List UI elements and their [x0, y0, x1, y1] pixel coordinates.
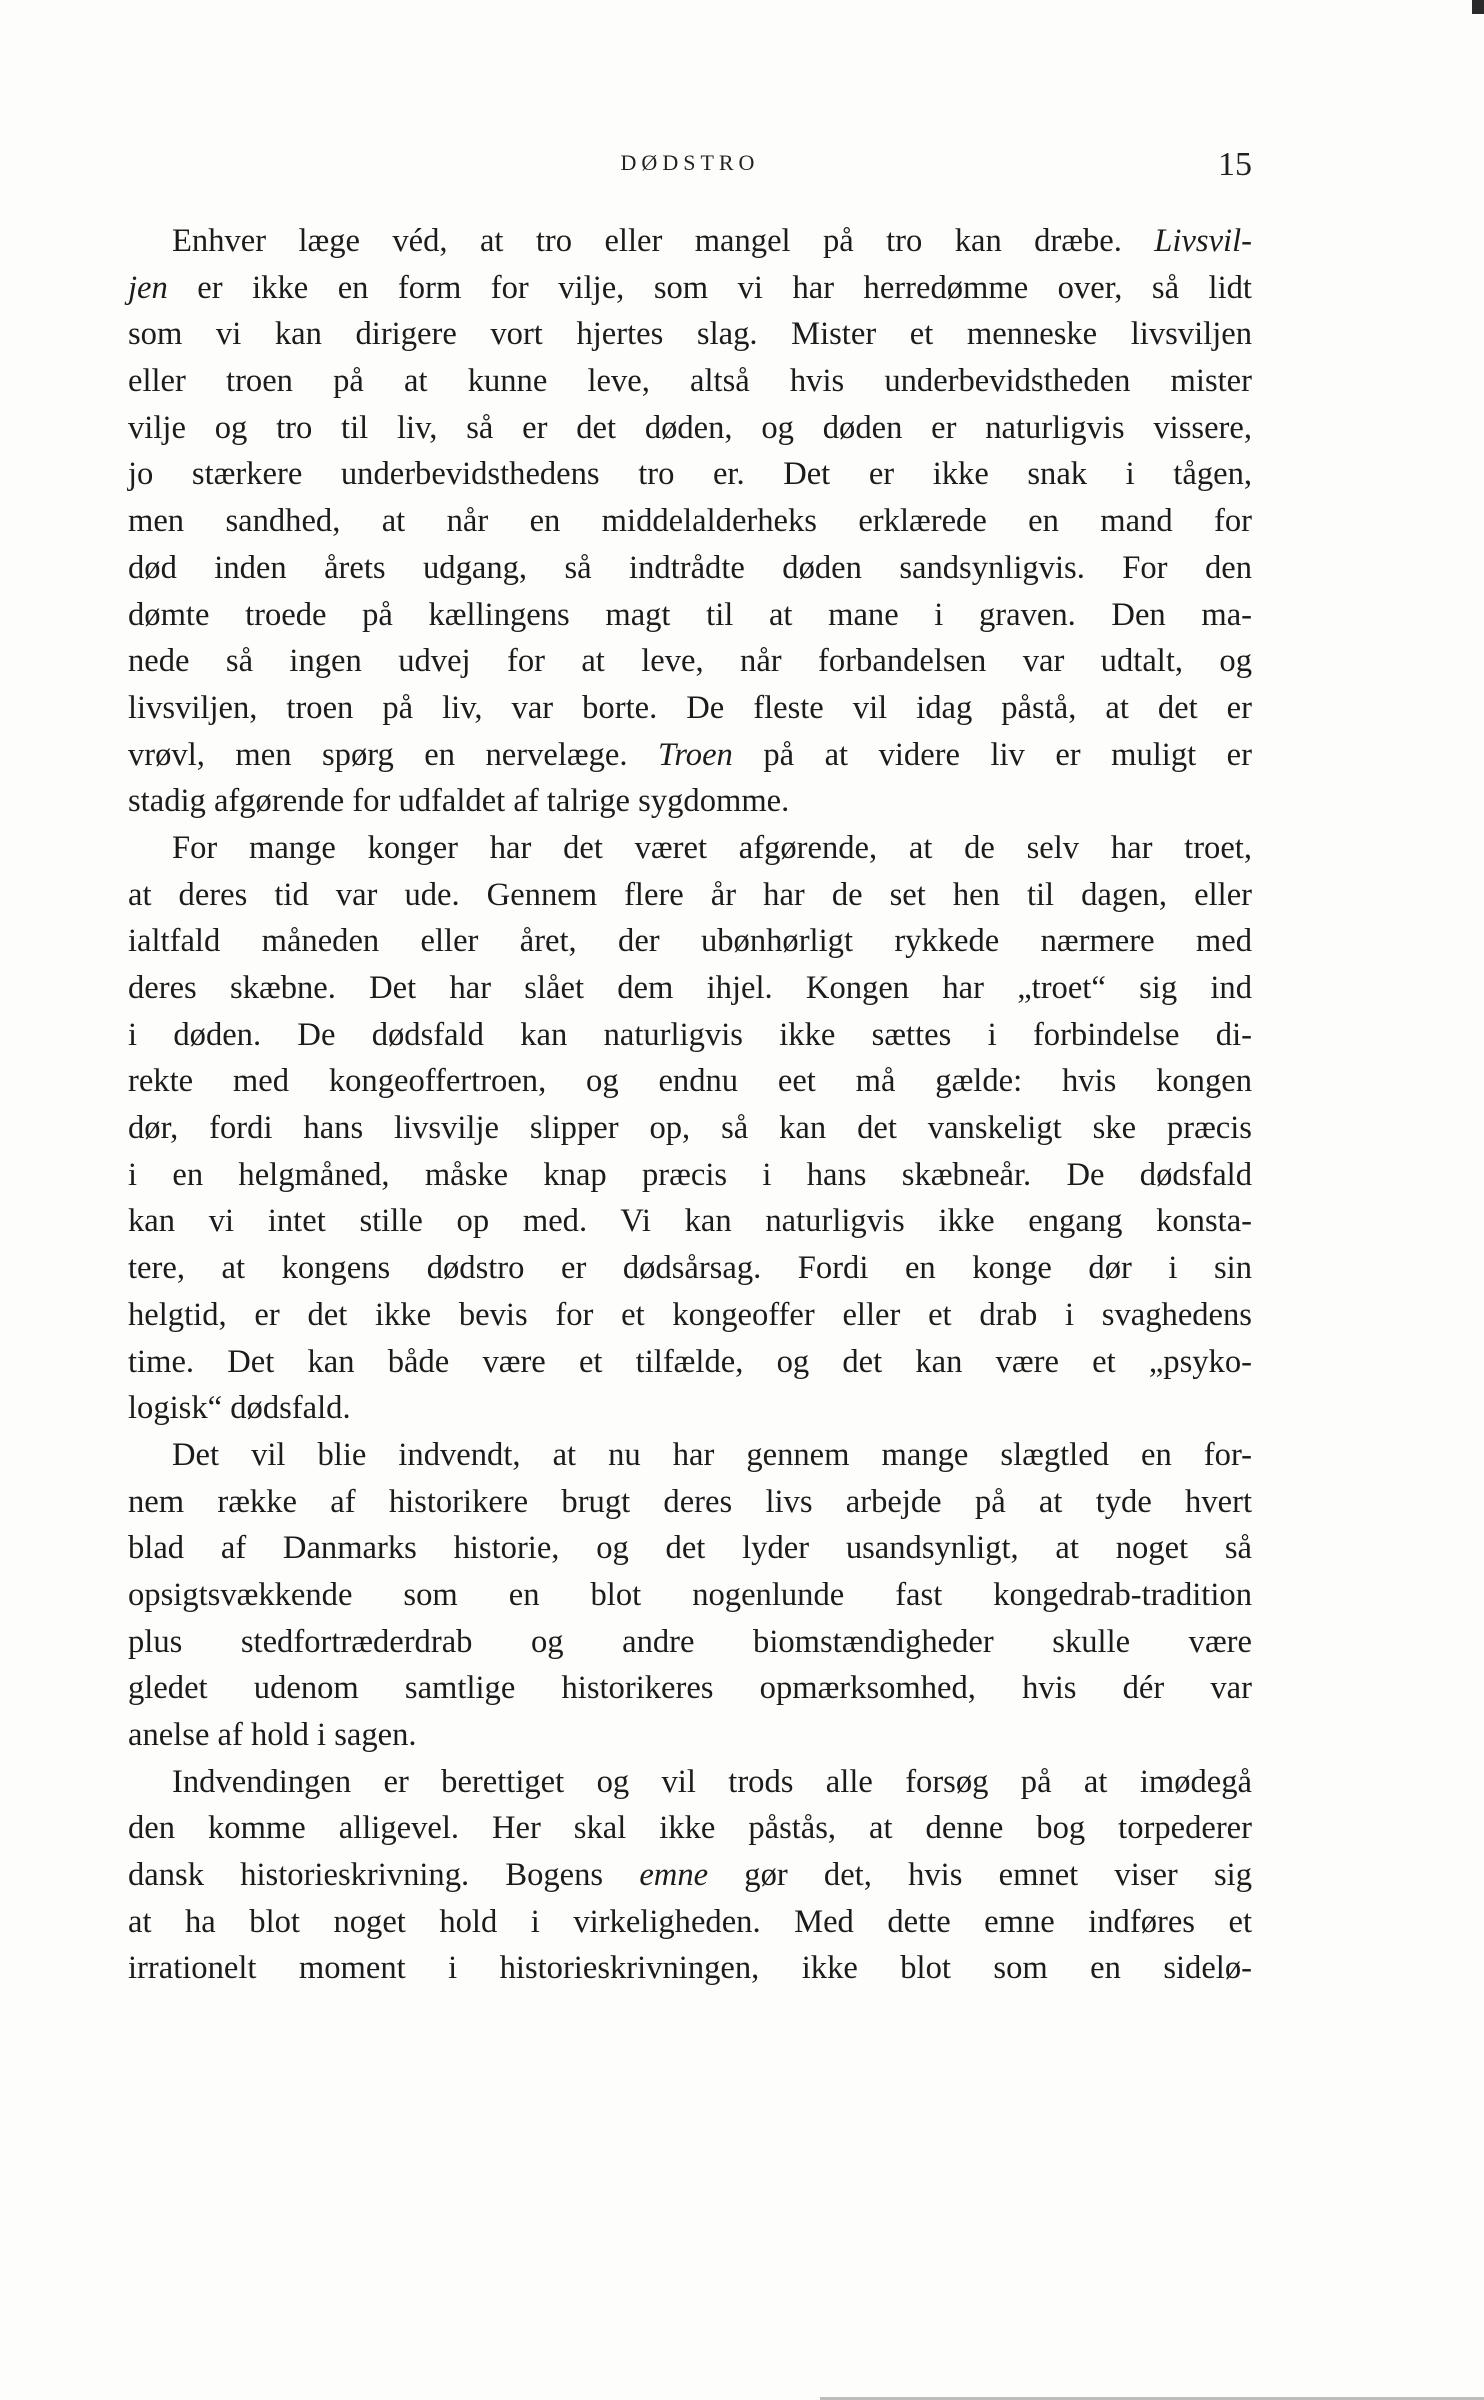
text-segment: som vi kan dirigere vort hjertes slag. Mister et menneske livsviljen — [128, 316, 1252, 353]
text-line — [128, 685, 1252, 732]
text-line — [128, 638, 1252, 685]
text-line — [128, 1385, 1252, 1432]
text-line — [128, 1245, 1252, 1292]
page-number: 15 — [1218, 146, 1252, 183]
running-head — [128, 146, 1252, 190]
italic-text: Troen — [658, 736, 733, 773]
text-line — [128, 1339, 1252, 1386]
text-segment: den komme alligevel. Her skal ikke påstås, at denne bog torpederer — [128, 1810, 1252, 1847]
text-line — [128, 1619, 1252, 1666]
text-segment: anelse af hold i sagen. — [128, 1717, 417, 1753]
text-segment: tere, at kongens dødstro er dødsårsag. Fordi en konge dør i sin — [128, 1250, 1252, 1287]
text-line — [128, 1665, 1252, 1712]
text-segment: rekte med kongeoffertroen, og endnu eet må gælde: hvis kongen — [128, 1063, 1252, 1100]
text-segment: dør, fordi hans livsvilje slipper op, så kan det vanskeligt ske præcis — [128, 1110, 1252, 1147]
text-segment: For mange konger har det været afgørende, at de selv har troet, — [172, 829, 1252, 866]
text-line — [128, 1945, 1252, 1992]
text-line — [128, 1572, 1252, 1619]
text-line — [128, 965, 1252, 1012]
text-line — [128, 545, 1252, 592]
text-line — [128, 1152, 1252, 1199]
italic-text: jen — [128, 269, 168, 306]
text-segment: at deres tid var ude. Gennem flere år har de set hen til dagen, eller — [128, 876, 1252, 913]
text-segment: irrationelt moment i historieskrivningen, ikke blot som en sidelø- — [128, 1950, 1252, 1987]
text-line — [128, 265, 1252, 312]
text-line — [128, 358, 1252, 405]
text-segment: opsigtsvækkende som en blot nogenlunde fast kongedrab-tradition — [128, 1576, 1252, 1613]
italic-text: Livsvil- — [1154, 223, 1252, 259]
text-segment: livsviljen, troen på liv, var borte. De fleste vil idag påstå, at det er — [128, 689, 1252, 726]
text-segment: i en helgmåned, måske knap præcis i hans skæbneår. De dødsfald — [128, 1156, 1252, 1193]
text-segment: død inden årets udgang, så indtrådte døden sandsynligvis. For den — [128, 549, 1252, 586]
text-line — [128, 1712, 1252, 1759]
text-line — [128, 1012, 1252, 1059]
text-segment: kan vi intet stille op med. Vi kan naturligvis ikke engang konsta- — [128, 1203, 1252, 1240]
text-segment: på at videre liv er muligt er — [732, 736, 1252, 773]
text-segment: Enhver læge véd, at tro eller mangel på tro kan dræbe. — [172, 223, 1155, 259]
text-segment: vilje og tro til liv, så er det døden, og døden er naturligvis vissere, — [128, 409, 1252, 446]
text-line — [128, 1198, 1252, 1245]
text-line — [128, 1525, 1252, 1572]
text-segment: blad af Danmarks historie, og det lyder usandsynligt, at noget så — [128, 1530, 1252, 1567]
text-segment: gør det, hvis emnet viser sig — [708, 1857, 1252, 1894]
text-line — [128, 1292, 1252, 1339]
text-line — [128, 1805, 1252, 1852]
text-segment: vrøvl, men spørg en nervelæge. — [128, 736, 659, 773]
text-segment: eller troen på at kunne leve, altså hvis underbevidstheden mister — [128, 363, 1252, 400]
text-line — [128, 311, 1252, 358]
text-line — [128, 405, 1252, 452]
body-text — [128, 218, 1252, 1992]
text-segment: i døden. De dødsfald kan naturligvis ikke sættes i forbindelse di- — [128, 1016, 1252, 1053]
text-segment: dansk historieskrivning. Bogens — [128, 1857, 640, 1894]
text-line — [128, 872, 1252, 919]
text-line — [128, 918, 1252, 965]
text-line — [128, 592, 1252, 639]
text-segment: Indvendingen er berettiget og vil trods alle forsøg på at imødegå — [172, 1763, 1252, 1800]
text-line — [128, 1479, 1252, 1526]
text-segment: time. Det kan både være et tilfælde, og det kan være et „psyko- — [128, 1343, 1252, 1380]
text-segment: stadig afgørende for udfaldet af talrige sygdomme. — [128, 783, 790, 820]
italic-text: emne — [639, 1857, 709, 1894]
text-line — [128, 1432, 1252, 1479]
text-line — [128, 1105, 1252, 1152]
text-segment: ialtfald måneden eller året, der ubønhørligt rykkede nærmere med — [128, 923, 1252, 960]
text-line — [128, 498, 1252, 545]
text-line — [128, 1852, 1252, 1899]
text-line — [128, 451, 1252, 498]
text-segment: logisk“ dødsfald. — [128, 1390, 351, 1427]
text-line — [128, 825, 1252, 872]
text-line — [128, 778, 1252, 825]
text-segment: men sandhed, at når en middelalderheks erklærede en mand for — [128, 503, 1252, 540]
text-segment: gledet udenom samtlige historikeres opmærksomhed, hvis dér var — [128, 1670, 1252, 1707]
text-line — [128, 218, 1252, 265]
text-segment: nem række af historikere brugt deres livs arbejde på at tyde hvert — [128, 1483, 1252, 1520]
text-segment: plus stedfortræderdrab og andre biomstændigheder skulle være — [128, 1623, 1252, 1660]
text-line — [128, 1759, 1252, 1806]
text-segment: Det vil blie indvendt, at nu har gennem mange slægtled en for- — [172, 1436, 1252, 1473]
text-line — [128, 1899, 1252, 1946]
text-segment: deres skæbne. Det har slået dem ihjel. Kongen har „troet“ sig ind — [128, 970, 1252, 1006]
text-line — [128, 732, 1252, 779]
text-segment: at ha blot noget hold i virkeligheden. Med dette emne indføres et — [128, 1903, 1252, 1940]
running-title: DØDSTRO — [620, 150, 760, 175]
page-edge-mark — [1472, 0, 1484, 14]
text-segment: dømte troede på kællingens magt til at mane i graven. Den ma- — [128, 596, 1252, 633]
text-segment: nede så ingen udvej for at leve, når forbandelsen var udtalt, og — [128, 643, 1252, 680]
text-segment: jo stærkere underbevidsthedens tro er. Det er ikke snak i tågen, — [128, 456, 1252, 493]
text-line — [128, 1058, 1252, 1105]
text-segment: helgtid, er det ikke bevis for et kongeoffer eller et drab i svaghedens — [128, 1296, 1252, 1333]
text-segment: er ikke en form for vilje, som vi har herredømme over, så lidt — [167, 269, 1252, 306]
